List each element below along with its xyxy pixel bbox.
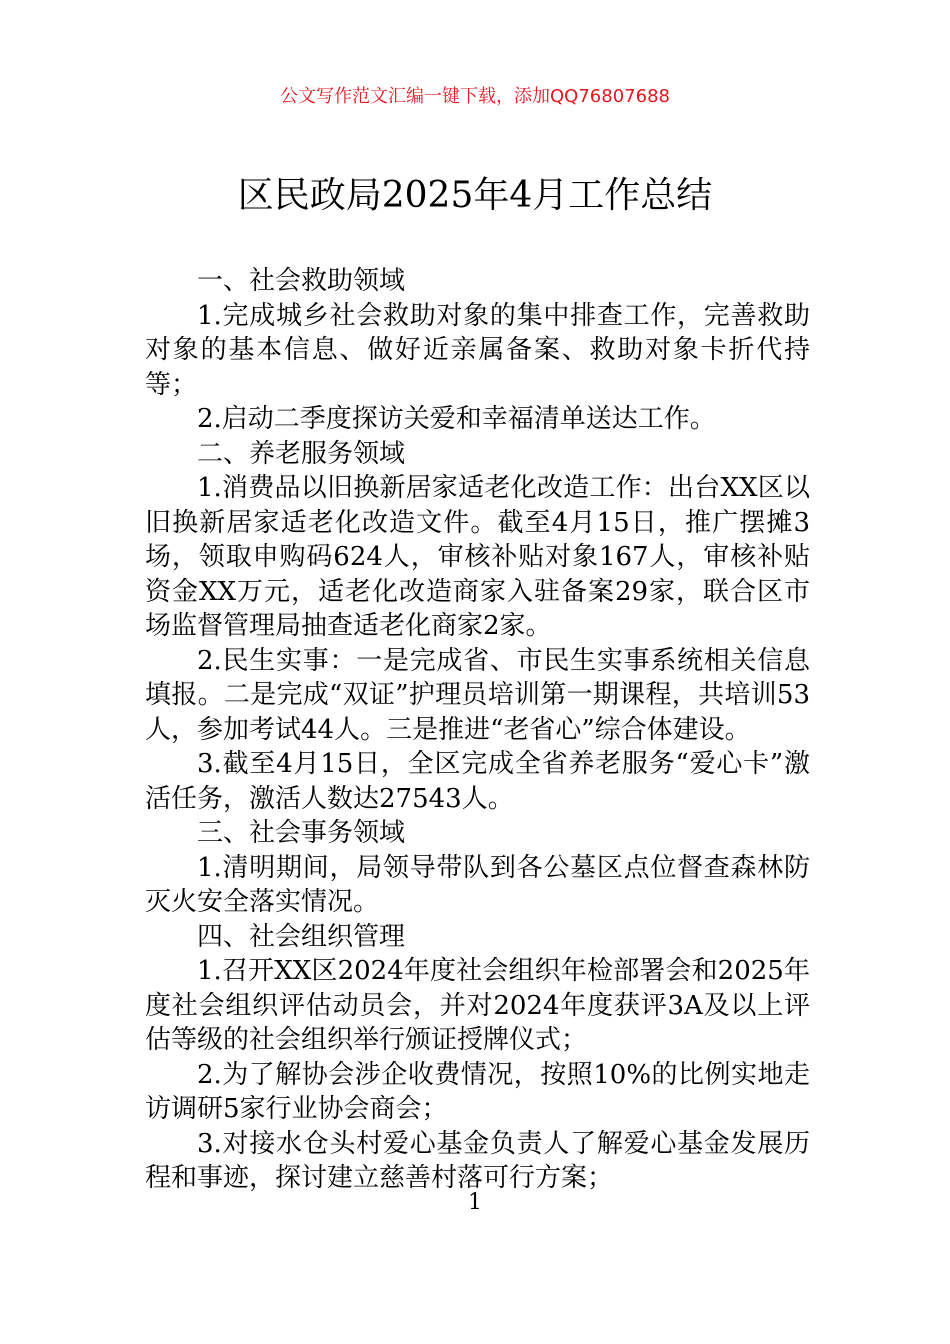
paragraph: 1.完成城乡社会救助对象的集中排查工作，完善救助对象的基本信息、做好近亲属备案、救助对象卡折代持等；: [145, 300, 810, 400]
section-heading-social-organizations: 四、社会组织管理: [197, 921, 406, 952]
document-title: 区民政局2025年4月工作总结: [237, 175, 713, 216]
section-heading-elderly-care: 二、养老服务领域: [197, 438, 406, 469]
paragraph: 2.启动二季度探访关爱和幸福清单送达工作。: [197, 404, 716, 434]
paragraph: 1.清明期间，局领导带队到各公墓区点位督查森林防灭火安全落实情况。: [145, 852, 810, 917]
paragraph: 1.消费品以旧换新居家适老化改造工作：出台XX区以旧换新居家适老化改造文件。截至4月15日，推广摆摊3场，领取申购码624人，审核补贴对象167人，审核补贴资金XX万元，适老化改造商家入驻备案29家，联合区市场监督管理局抽查适老化商家2家。: [145, 473, 810, 641]
section-heading-social-affairs: 三、社会事务领域: [197, 818, 406, 848]
section-heading-social-assistance: 一、社会救助领域: [197, 266, 406, 296]
paragraph: 3.对接水仓头村爱心基金负责人了解爱心基金发展历程和事迹，探讨建立慈善村落可行方案；: [145, 1128, 810, 1193]
paragraph: 2.民生实事：一是完成省、市民生实事系统相关信息填报。二是完成“双证”护理员培训第一期课程，共培训53人，参加考试44人。三是推进“老省心”综合体建设。: [145, 645, 810, 745]
paragraph: 1.召开XX区2024年度社会组织年检部署会和2025年度社会组织评估动员会，并对2024年度获评3A及以上评估等级的社会组织举行颁证授牌仪式；: [145, 956, 810, 1055]
paragraph: 2.为了解协会涉企收费情况，按照10%的比例实地走访调研5家行业协会商会；: [145, 1059, 810, 1124]
page-number: 1: [468, 1190, 482, 1215]
paragraph: 3.截至4月15日，全区完成全省养老服务“爱心卡”激活任务，激活人数达27543人。: [145, 749, 810, 814]
document-body: [145, 264, 810, 1196]
download-banner: 公文写作范文汇编一键下载，添加QQ76807688: [280, 86, 670, 107]
